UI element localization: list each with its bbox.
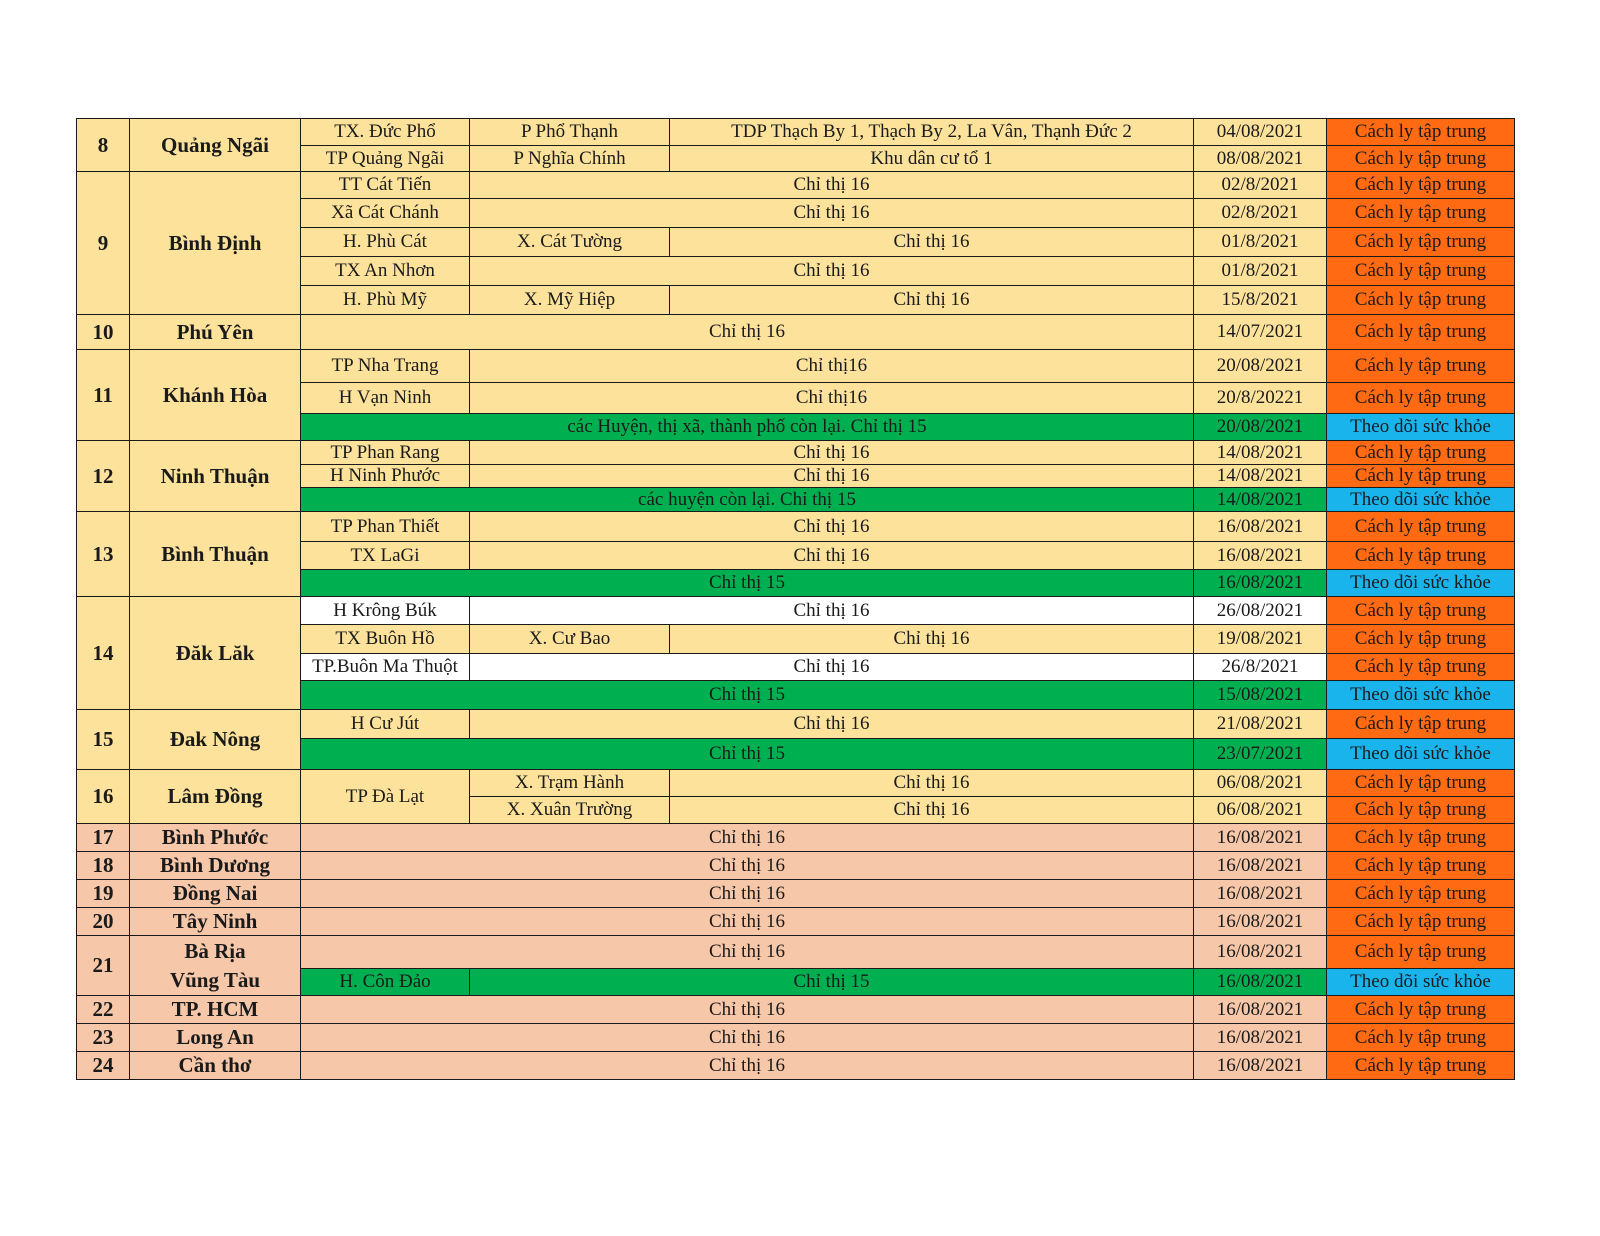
date-cell: 01/8/2021 [1194, 228, 1327, 257]
district-cell: H. Phù Cát [301, 228, 470, 257]
area-cell: Chỉ thị 16 [470, 441, 1194, 465]
area-cell: Chỉ thị 16 [470, 512, 1194, 542]
status-cell: Cách ly tập trung [1327, 542, 1515, 570]
district-cell: H Krông Búk [301, 597, 470, 625]
district-cell: TP Nha Trang [301, 350, 470, 383]
table-row [77, 119, 1515, 146]
province-name: Quảng Ngãi [130, 119, 301, 172]
table-row [77, 172, 1515, 199]
date-cell: 04/08/2021 [1194, 119, 1327, 146]
status-cell: Theo dõi sức khỏe [1327, 969, 1515, 996]
area-cell: Chỉ thị 15 [470, 969, 1194, 996]
table-row [77, 350, 1515, 383]
status-cell: Cách ly tập trung [1327, 228, 1515, 257]
date-cell: 26/08/2021 [1194, 597, 1327, 625]
district-cell: TP Phan Thiết [301, 512, 470, 542]
province-name: Khánh Hòa [130, 350, 301, 441]
status-cell: Cách ly tập trung [1327, 852, 1515, 880]
status-cell: Cách ly tập trung [1327, 465, 1515, 488]
date-cell: 20/08/2021 [1194, 414, 1327, 441]
row-number: 15 [77, 710, 130, 770]
status-cell: Cách ly tập trung [1327, 383, 1515, 414]
table-row [77, 1024, 1515, 1052]
row-number: 19 [77, 880, 130, 908]
table-row [77, 824, 1515, 852]
date-cell: 01/8/2021 [1194, 257, 1327, 286]
status-cell: Cách ly tập trung [1327, 824, 1515, 852]
status-cell: Cách ly tập trung [1327, 350, 1515, 383]
area-cell: Chỉ thị 16 [301, 1024, 1194, 1052]
table-row [77, 996, 1515, 1024]
ward-cell: P Phổ Thạnh [470, 119, 670, 146]
status-cell: Cách ly tập trung [1327, 880, 1515, 908]
ward-cell: X. Cát Tường [470, 228, 670, 257]
date-cell: 16/08/2021 [1194, 1052, 1327, 1080]
area-cell: Chỉ thị 16 [470, 597, 1194, 625]
status-cell: Cách ly tập trung [1327, 1052, 1515, 1080]
date-cell: 16/08/2021 [1194, 936, 1327, 969]
status-cell: Theo dõi sức khỏe [1327, 414, 1515, 441]
date-cell: 14/07/2021 [1194, 315, 1327, 350]
area-cell: Chỉ thị 15 [301, 681, 1194, 710]
ward-cell: X. Cư Bao [470, 625, 670, 654]
table-row [77, 770, 1515, 797]
province-name: Đak Nông [130, 710, 301, 770]
province-name: Bình Định [130, 172, 301, 315]
status-cell: Cách ly tập trung [1327, 936, 1515, 969]
district-cell: TX LaGi [301, 542, 470, 570]
status-cell: Cách ly tập trung [1327, 597, 1515, 625]
date-cell: 08/08/2021 [1194, 146, 1327, 172]
table-row [77, 710, 1515, 739]
area-cell: Chỉ thị 16 [470, 199, 1194, 228]
area-cell: Chỉ thị 16 [470, 710, 1194, 739]
province-lockdown-table [76, 118, 1515, 1080]
area-cell: Chỉ thị 15 [301, 570, 1194, 597]
area-cell: Khu dân cư tổ 1 [670, 146, 1194, 172]
table-row [77, 908, 1515, 936]
area-cell: Chỉ thị 16 [670, 770, 1194, 797]
area-cell: Chỉ thị 16 [470, 542, 1194, 570]
row-number: 10 [77, 315, 130, 350]
table-row [77, 852, 1515, 880]
area-cell: Chỉ thị 16 [301, 936, 1194, 969]
table-row [77, 597, 1515, 625]
date-cell: 02/8/2021 [1194, 172, 1327, 199]
province-name: Tây Ninh [130, 908, 301, 936]
area-cell: Chỉ thị 16 [670, 797, 1194, 824]
date-cell: 19/08/2021 [1194, 625, 1327, 654]
date-cell: 15/8/2021 [1194, 286, 1327, 315]
date-cell: 16/08/2021 [1194, 570, 1327, 597]
date-cell: 16/08/2021 [1194, 512, 1327, 542]
date-cell: 06/08/2021 [1194, 797, 1327, 824]
row-number: 13 [77, 512, 130, 597]
status-cell: Cách ly tập trung [1327, 315, 1515, 350]
district-cell: H Ninh Phước [301, 465, 470, 488]
area-cell: Chỉ thị 15 [301, 739, 1194, 770]
date-cell: 06/08/2021 [1194, 770, 1327, 797]
province-name: Bình Phước [130, 824, 301, 852]
ward-cell: X. Trạm Hành [470, 770, 670, 797]
district-cell: TT Cát Tiến [301, 172, 470, 199]
status-cell: Cách ly tập trung [1327, 996, 1515, 1024]
province-name-line2: Vũng Tàu [169, 967, 261, 992]
district-cell: TP Phan Rang [301, 441, 470, 465]
district-cell: TX. Đức Phổ [301, 119, 470, 146]
row-number: 17 [77, 824, 130, 852]
status-cell: Cách ly tập trung [1327, 257, 1515, 286]
status-cell: Theo dõi sức khỏe [1327, 488, 1515, 512]
province-name-line1: Bà Rịa [184, 939, 246, 964]
province-name: Bình Dương [130, 852, 301, 880]
date-cell: 16/08/2021 [1194, 852, 1327, 880]
province-name: Cần thơ [130, 1052, 301, 1080]
table-row [77, 315, 1515, 350]
area-cell: Chỉ thị 16 [301, 1052, 1194, 1080]
district-cell: TX An Nhơn [301, 257, 470, 286]
row-number: 21 [77, 936, 130, 996]
district-cell: H Cư Jút [301, 710, 470, 739]
date-cell: 16/08/2021 [1194, 880, 1327, 908]
area-cell: Chỉ thị 16 [470, 172, 1194, 199]
row-number: 11 [77, 350, 130, 441]
date-cell: 16/08/2021 [1194, 542, 1327, 570]
status-cell: Cách ly tập trung [1327, 199, 1515, 228]
row-number: 23 [77, 1024, 130, 1052]
district-cell: TP Quảng Ngãi [301, 146, 470, 172]
row-number: 24 [77, 1052, 130, 1080]
row-number: 18 [77, 852, 130, 880]
status-cell: Theo dõi sức khỏe [1327, 570, 1515, 597]
status-cell: Theo dõi sức khỏe [1327, 681, 1515, 710]
date-cell: 16/08/2021 [1194, 996, 1327, 1024]
area-cell: Chỉ thị 16 [301, 315, 1194, 350]
area-cell: Chỉ thị 16 [470, 465, 1194, 488]
area-cell: Chỉ thị 16 [670, 286, 1194, 315]
row-number: 9 [77, 172, 130, 315]
status-cell: Cách ly tập trung [1327, 512, 1515, 542]
status-cell: Cách ly tập trung [1327, 770, 1515, 797]
table-row [77, 441, 1515, 465]
status-cell: Cách ly tập trung [1327, 1024, 1515, 1052]
status-cell: Cách ly tập trung [1327, 797, 1515, 824]
district-cell: H. Côn Đảo [301, 969, 470, 996]
row-number: 14 [77, 597, 130, 710]
date-cell: 21/08/2021 [1194, 710, 1327, 739]
province-name: TP. HCM [130, 996, 301, 1024]
ward-cell: X. Mỹ Hiệp [470, 286, 670, 315]
status-cell: Cách ly tập trung [1327, 710, 1515, 739]
date-cell: 16/08/2021 [1194, 1024, 1327, 1052]
area-cell: Chỉ thị 16 [470, 654, 1194, 681]
date-cell: 02/8/2021 [1194, 199, 1327, 228]
area-cell: các Huyện, thị xã, thành phố còn lại. Chỉ thị 15 [301, 414, 1194, 441]
province-name: Long An [130, 1024, 301, 1052]
table-row [77, 936, 1515, 969]
date-cell: 15/08/2021 [1194, 681, 1327, 710]
area-cell: Chỉ thị 16 [301, 996, 1194, 1024]
district-cell: TX Buôn Hồ [301, 625, 470, 654]
district-cell: H. Phù Mỹ [301, 286, 470, 315]
province-name: Ninh Thuận [130, 441, 301, 512]
status-cell: Cách ly tập trung [1327, 119, 1515, 146]
date-cell: 23/07/2021 [1194, 739, 1327, 770]
table-row [77, 512, 1515, 542]
date-cell: 14/08/2021 [1194, 465, 1327, 488]
province-name: Lâm Đồng [130, 770, 301, 824]
status-cell: Cách ly tập trung [1327, 654, 1515, 681]
province-name: Đồng Nai [130, 880, 301, 908]
district-cell: TP Đà Lạt [301, 770, 470, 824]
area-cell: Chỉ thị 16 [470, 257, 1194, 286]
area-cell: Chỉ thị 16 [670, 625, 1194, 654]
area-cell: Chỉ thị16 [470, 350, 1194, 383]
date-cell: 20/8/20221 [1194, 383, 1327, 414]
district-cell: H Vạn Ninh [301, 383, 470, 414]
area-cell: Chỉ thị16 [470, 383, 1194, 414]
area-cell: Chỉ thị 16 [301, 908, 1194, 936]
date-cell: 16/08/2021 [1194, 969, 1327, 996]
status-cell: Theo dõi sức khỏe [1327, 739, 1515, 770]
status-cell: Cách ly tập trung [1327, 286, 1515, 315]
table-row [77, 880, 1515, 908]
province-name: Phú Yên [130, 315, 301, 350]
area-cell: Chỉ thị 16 [301, 824, 1194, 852]
status-cell: Cách ly tập trung [1327, 441, 1515, 465]
province-name: Đăk Lăk [130, 597, 301, 710]
status-cell: Cách ly tập trung [1327, 146, 1515, 172]
area-cell: các huyện còn lại. Chỉ thị 15 [301, 488, 1194, 512]
row-number: 8 [77, 119, 130, 172]
status-cell: Cách ly tập trung [1327, 172, 1515, 199]
row-number: 22 [77, 996, 130, 1024]
date-cell: 14/08/2021 [1194, 441, 1327, 465]
date-cell: 16/08/2021 [1194, 824, 1327, 852]
date-cell: 16/08/2021 [1194, 908, 1327, 936]
district-cell: Xã Cát Chánh [301, 199, 470, 228]
province-name: Bình Thuận [130, 512, 301, 597]
status-cell: Cách ly tập trung [1327, 625, 1515, 654]
area-cell: Chỉ thị 16 [670, 228, 1194, 257]
area-cell: Chỉ thị 16 [301, 880, 1194, 908]
status-cell: Cách ly tập trung [1327, 908, 1515, 936]
row-number: 12 [77, 441, 130, 512]
district-cell: TP.Buôn Ma Thuột [301, 654, 470, 681]
date-cell: 14/08/2021 [1194, 488, 1327, 512]
row-number: 16 [77, 770, 130, 824]
area-cell: TDP Thạch By 1, Thạch By 2, La Vân, Thạnh Đức 2 [670, 119, 1194, 146]
province-name [130, 936, 301, 996]
ward-cell: X. Xuân Trường [470, 797, 670, 824]
area-cell: Chỉ thị 16 [301, 852, 1194, 880]
row-number: 20 [77, 908, 130, 936]
date-cell: 26/8/2021 [1194, 654, 1327, 681]
ward-cell: P Nghĩa Chính [470, 146, 670, 172]
table-row [77, 1052, 1515, 1080]
date-cell: 20/08/2021 [1194, 350, 1327, 383]
